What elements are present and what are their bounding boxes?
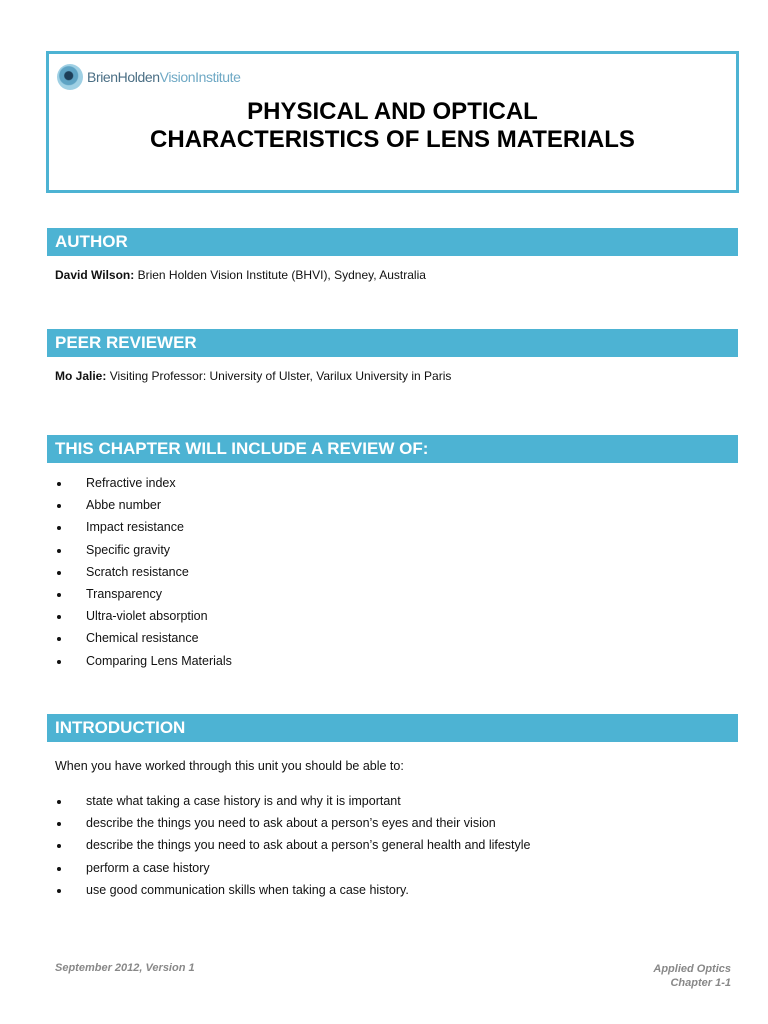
chapter-review-heading: THIS CHAPTER WILL INCLUDE A REVIEW OF: (47, 435, 738, 463)
author-affiliation: Brien Holden Vision Institute (BHVI), Sydney, Australia (134, 268, 426, 282)
list-item: Chemical resistance (55, 627, 232, 649)
eye-logo-icon (57, 64, 83, 90)
author-name: David Wilson: (55, 268, 135, 282)
reviewer-name: Mo Jalie: (55, 369, 107, 383)
title-line-2: CHARACTERISTICS OF LENS MATERIALS (150, 126, 635, 153)
list-item: Transparency (55, 583, 232, 605)
introduction-lead: When you have worked through this unit you should be able to: (55, 759, 404, 773)
list-item: perform a case history (55, 857, 531, 879)
introduction-list (55, 790, 531, 901)
page-title (49, 98, 736, 154)
list-item: use good communication skills when taking a case history. (55, 879, 531, 901)
footer-course: Applied Optics (653, 963, 731, 975)
list-item: Scratch resistance (55, 561, 232, 583)
title-box (46, 51, 739, 193)
reviewer-affiliation: Visiting Professor: University of Ulster, Varilux University in Paris (106, 369, 452, 383)
list-item: describe the things you need to ask about a person’s general health and lifestyle (55, 834, 531, 856)
list-item: Ultra-violet absorption (55, 605, 232, 627)
logo-text-bold: BrienHolden (87, 69, 160, 85)
logo-text-thin: VisionInstitute (159, 69, 241, 85)
logo-text (87, 69, 241, 85)
footer-version: September 2012, Version 1 (55, 962, 195, 974)
reviewer-line (55, 369, 451, 383)
list-item: Abbe number (55, 494, 232, 516)
list-item: Comparing Lens Materials (55, 650, 232, 672)
title-line-1: PHYSICAL AND OPTICAL (247, 98, 538, 125)
list-item: describe the things you need to ask about a person’s eyes and their vision (55, 812, 531, 834)
institute-logo (57, 62, 241, 92)
chapter-review-list (55, 472, 232, 672)
list-item: Refractive index (55, 472, 232, 494)
list-item: Impact resistance (55, 516, 232, 538)
author-heading: AUTHOR (47, 228, 738, 256)
list-item: Specific gravity (55, 539, 232, 561)
footer-page: Chapter 1-1 (670, 977, 731, 989)
list-item: state what taking a case history is and why it is important (55, 790, 531, 812)
footer-chapter (653, 962, 731, 990)
reviewer-heading: PEER REVIEWER (47, 329, 738, 357)
introduction-heading: INTRODUCTION (47, 714, 738, 742)
author-line (55, 268, 426, 282)
